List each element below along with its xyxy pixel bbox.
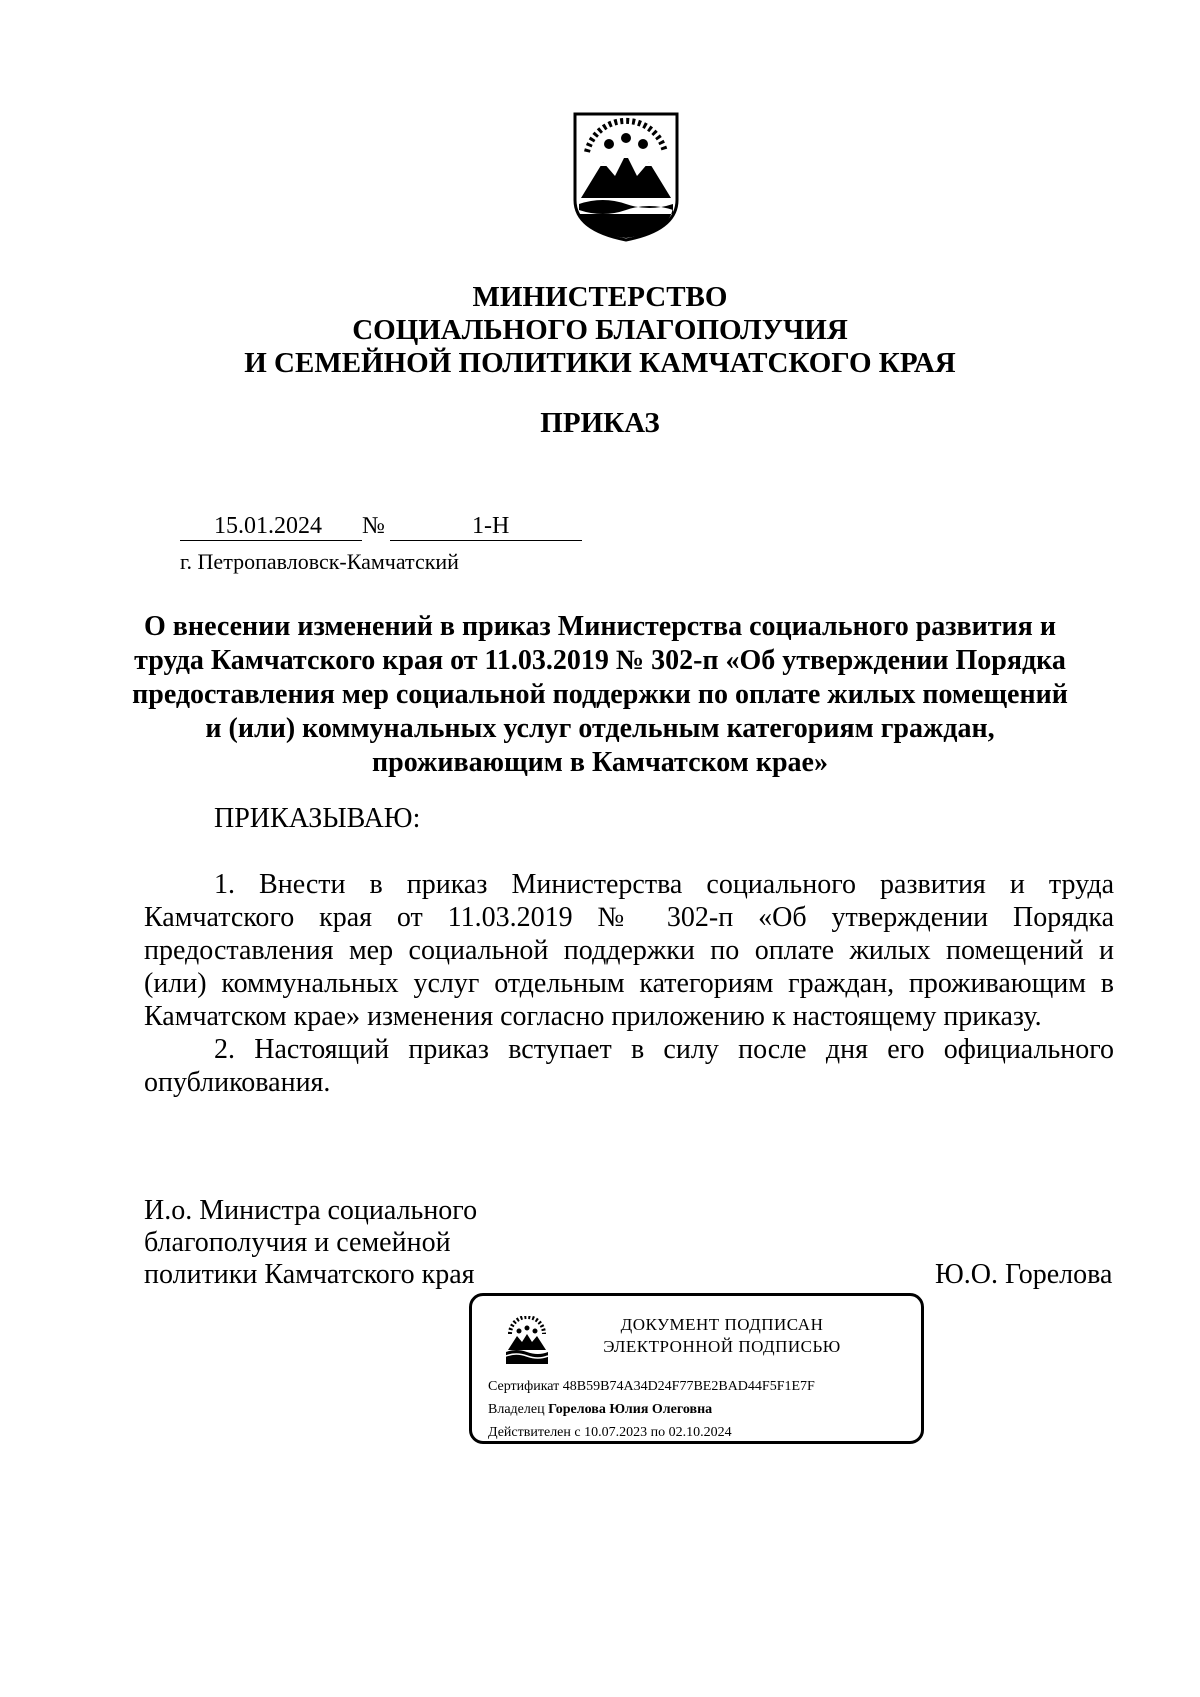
stamp-title-line-1: ДОКУМЕНТ ПОДПИСАН bbox=[620, 1315, 824, 1334]
owner-label: Владелец bbox=[488, 1402, 545, 1417]
stamp-title-line-2: ЭЛЕКТРОННОЙ ПОДПИСЬЮ bbox=[603, 1337, 841, 1356]
position-line-2: благополучия и семейной bbox=[144, 1227, 451, 1258]
number-label: № bbox=[362, 513, 385, 539]
electronic-signature-stamp bbox=[469, 1293, 924, 1444]
number-underline bbox=[390, 540, 582, 541]
owner-value: Горелова Юлия Олеговна bbox=[548, 1402, 713, 1417]
organization-name bbox=[0, 281, 1200, 380]
org-line-3: И СЕМЕЙНОЙ ПОЛИТИКИ КАМЧАТСКОГО КРАЯ bbox=[244, 347, 956, 379]
certificate-row bbox=[488, 1379, 815, 1395]
stamp-emblem-icon bbox=[504, 1316, 550, 1366]
valid-from-label: с bbox=[574, 1425, 581, 1440]
subject-line-1: О внесении изменений в приказ Министерства социального развития и bbox=[144, 611, 1056, 642]
document-body bbox=[144, 868, 1114, 1099]
city: г. Петропавловск-Камчатский bbox=[180, 549, 459, 574]
subject-line-3: предоставления мер социальной поддержки по оплате жилых помещений bbox=[132, 679, 1068, 710]
subject-line-5: проживающим в Камчатском крае» bbox=[372, 747, 828, 778]
signatory-name: Ю.О. Горелова bbox=[935, 1259, 1113, 1290]
position-line-1: И.о. Министра социального bbox=[144, 1195, 478, 1226]
date-number-line bbox=[180, 513, 582, 545]
org-line-1: МИНИСТЕРСТВО bbox=[472, 281, 728, 313]
coat-of-arms-emblem bbox=[573, 112, 679, 242]
paragraph-2: 2. Настоящий приказ вступает в силу после дня его официального опубликования. bbox=[144, 1034, 1114, 1098]
cert-value: 48B59B74A34D24F77BE2BAD44F5F1E7F bbox=[562, 1379, 815, 1394]
document-date: 15.01.2024 bbox=[214, 513, 322, 539]
valid-from: 10.07.2023 bbox=[584, 1425, 648, 1440]
validity-row bbox=[488, 1425, 732, 1441]
order-word: ПРИКАЗЫВАЮ: bbox=[214, 803, 421, 834]
org-line-2: СОЦИАЛЬНОГО БЛАГОПОЛУЧИЯ bbox=[352, 314, 848, 346]
document-subject bbox=[100, 610, 1100, 780]
valid-to: 02.10.2024 bbox=[668, 1425, 732, 1440]
valid-label: Действителен bbox=[488, 1425, 571, 1440]
document-number: 1-Н bbox=[472, 513, 510, 539]
position-line-3: политики Камчатского края bbox=[144, 1259, 475, 1290]
owner-row bbox=[488, 1402, 712, 1418]
valid-to-label: по bbox=[650, 1425, 666, 1440]
paragraph-1: 1. Внести в приказ Министерства социального развития и труда Камчатского края от 11.03.2019 № 302-п «Об утверждении Порядка предоставления мер социальной поддержки по оплате жилых помещений и (или) коммунальных услуг отдельным категориям граждан, проживающим в Камчатском крае» изменения согласно приложению к настоящему приказу. bbox=[144, 869, 1114, 1032]
date-underline bbox=[180, 540, 362, 541]
stamp-title bbox=[572, 1314, 872, 1358]
signatory-position bbox=[144, 1195, 477, 1291]
subject-line-4: и (или) коммунальных услуг отдельным категориям граждан, bbox=[205, 713, 995, 744]
cert-label: Сертификат bbox=[488, 1379, 560, 1394]
subject-line-2: труда Камчатского края от 11.03.2019 № 302-п «Об утверждении Порядка bbox=[134, 645, 1066, 676]
document-type: ПРИКАЗ bbox=[540, 407, 660, 439]
